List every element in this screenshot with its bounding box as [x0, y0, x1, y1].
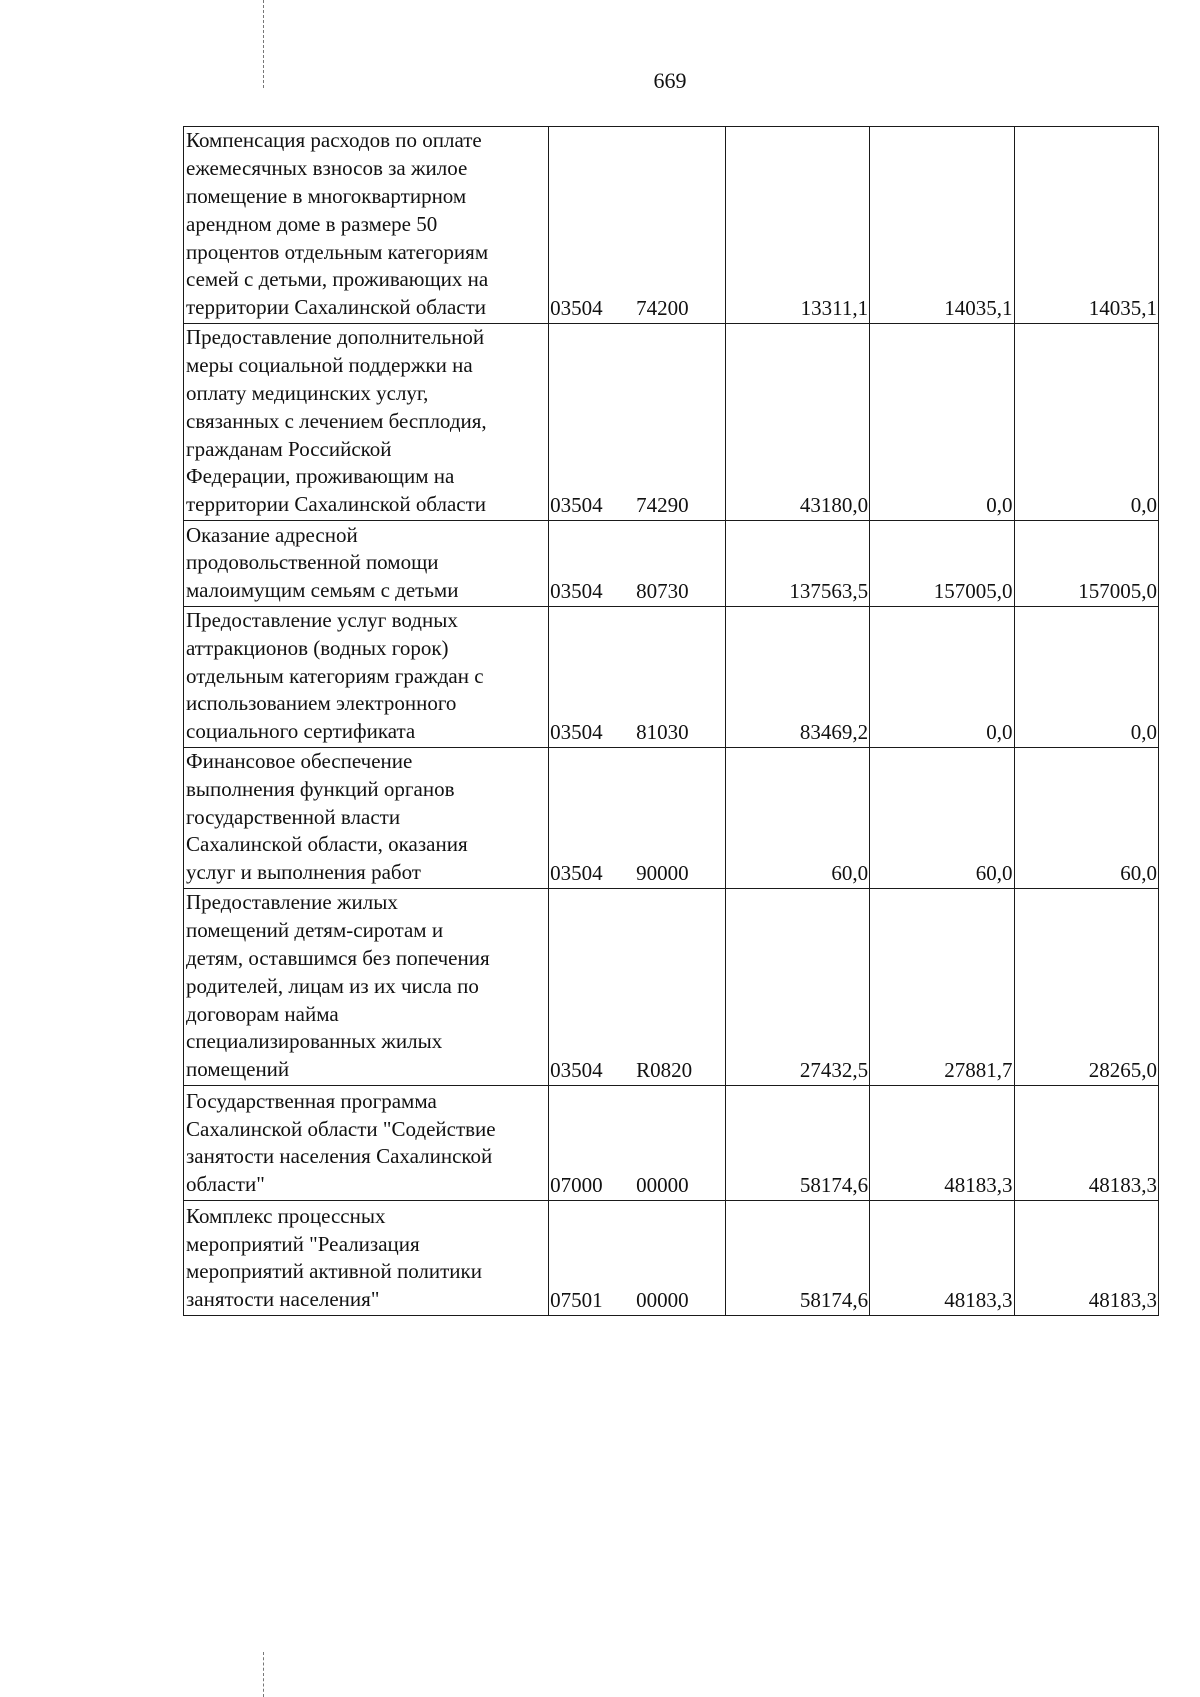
amount-year-1: 58174,6 — [725, 1201, 869, 1316]
row-name: Оказание адресной продовольственной помощи малоимущим семьям с детьми — [184, 521, 549, 607]
table-row — [184, 1201, 1159, 1316]
row-codes — [549, 1086, 726, 1201]
program-code: 03504 — [550, 861, 603, 885]
table-row — [184, 127, 1159, 324]
amount-year-1: 60,0 — [725, 748, 869, 889]
row-codes — [549, 748, 726, 889]
amount-year-1: 83469,2 — [725, 607, 869, 748]
direction-code: 74290 — [636, 493, 689, 517]
amount-year-2: 0,0 — [870, 324, 1014, 521]
amount-year-2: 0,0 — [870, 607, 1014, 748]
table-row — [184, 1086, 1159, 1201]
row-name: Предоставление дополнительной меры социальной поддержки на оплату медицинских услуг, связанных с лечением бесплодия, гражданам Российской Федерации, проживающим на территории Сахалинской области — [184, 324, 549, 521]
row-codes — [549, 889, 726, 1086]
amount-year-1: 58174,6 — [725, 1086, 869, 1201]
direction-code: 74200 — [636, 296, 689, 320]
direction-code: 90000 — [636, 861, 689, 885]
program-code: 03504 — [550, 1058, 603, 1082]
row-name: Финансовое обеспечение выполнения функций органов государственной власти Сахалинской области, оказания услуг и выполнения работ — [184, 748, 549, 889]
direction-code: R0820 — [636, 1058, 693, 1082]
amount-year-2: 14035,1 — [870, 127, 1014, 324]
row-name: Государственная программа Сахалинской области "Содействие занятости населения Сахалинской области" — [184, 1086, 549, 1201]
row-name: Предоставление услуг водных аттракционов (водных горок) отдельным категориям граждан с использованием электронного социального сертификата — [184, 607, 549, 748]
row-name: Компенсация расходов по оплате ежемесячных взносов за жилое помещение в многоквартирном арендном доме в размере 50 процентов отдельным категориям семей с детьми, проживающих на территории Сахалинской области — [184, 127, 549, 324]
budget-table — [183, 126, 1159, 1316]
row-name: Комплекс процессных мероприятий "Реализация мероприятий активной политики занятости населения" — [184, 1201, 549, 1316]
table-row — [184, 521, 1159, 607]
program-code: 03504 — [550, 493, 603, 517]
amount-year-2: 48183,3 — [870, 1201, 1014, 1316]
amount-year-3: 14035,1 — [1014, 127, 1158, 324]
amount-year-2: 157005,0 — [870, 521, 1014, 607]
program-code: 03504 — [550, 579, 603, 603]
amount-year-3: 60,0 — [1014, 748, 1158, 889]
row-codes — [549, 521, 726, 607]
amount-year-2: 48183,3 — [870, 1086, 1014, 1201]
amount-year-1: 43180,0 — [725, 324, 869, 521]
amount-year-1: 137563,5 — [725, 521, 869, 607]
direction-code: 00000 — [636, 1173, 689, 1197]
amount-year-3: 48183,3 — [1014, 1086, 1158, 1201]
table-row — [184, 324, 1159, 521]
program-code: 07501 — [550, 1288, 603, 1312]
row-name: Предоставление жилых помещений детям-сиротам и детям, оставшимся без попечения родителей, лицам из их числа по договорам найма специализированных жилых помещений — [184, 889, 549, 1086]
program-code: 07000 — [550, 1173, 603, 1197]
table-row — [184, 889, 1159, 1086]
amount-year-3: 48183,3 — [1014, 1201, 1158, 1316]
row-codes — [549, 127, 726, 324]
row-codes — [549, 324, 726, 521]
direction-code: 81030 — [636, 720, 689, 744]
table-row — [184, 607, 1159, 748]
binding-margin-line-bottom — [263, 1652, 264, 1697]
page-number: 669 — [653, 68, 687, 93]
program-code: 03504 — [550, 296, 603, 320]
row-codes — [549, 607, 726, 748]
amount-year-3: 157005,0 — [1014, 521, 1158, 607]
table-row — [184, 748, 1159, 889]
row-codes — [549, 1201, 726, 1316]
amount-year-3: 0,0 — [1014, 607, 1158, 748]
amount-year-2: 60,0 — [870, 748, 1014, 889]
program-code: 03504 — [550, 720, 603, 744]
amount-year-3: 0,0 — [1014, 324, 1158, 521]
direction-code: 00000 — [636, 1288, 689, 1312]
amount-year-2: 27881,7 — [870, 889, 1014, 1086]
amount-year-1: 27432,5 — [725, 889, 869, 1086]
amount-year-1: 13311,1 — [725, 127, 869, 324]
direction-code: 80730 — [636, 579, 689, 603]
amount-year-3: 28265,0 — [1014, 889, 1158, 1086]
